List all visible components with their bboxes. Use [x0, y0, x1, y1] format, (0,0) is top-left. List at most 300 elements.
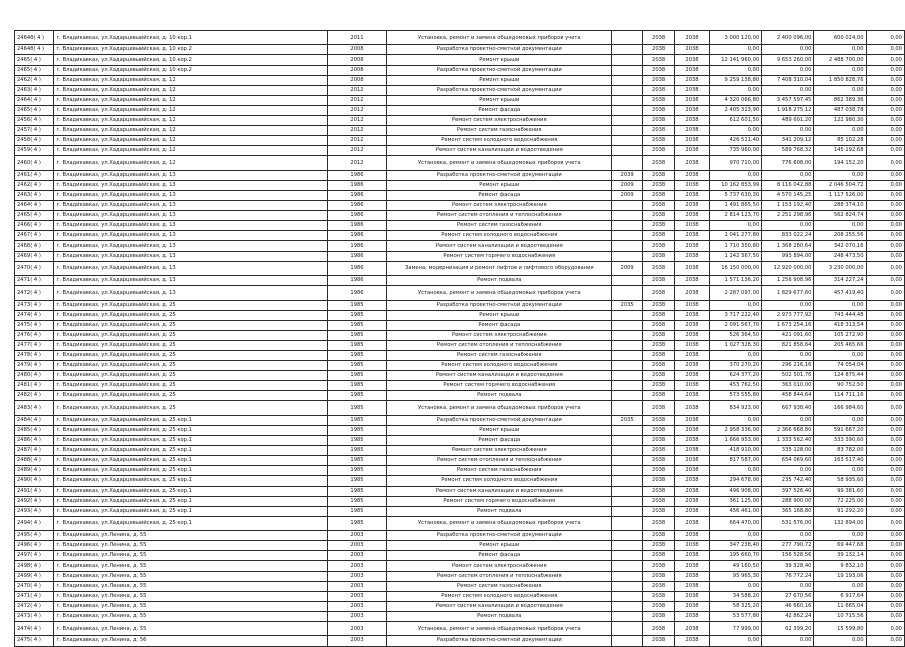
plan-start-cell: 2038 [643, 496, 675, 506]
work-type-cell: Ремонт систем канализации и водоотведения [387, 146, 612, 156]
table-row [15, 300, 905, 310]
work-type-cell: Ремонт систем холодного водоснабжения [387, 476, 612, 486]
plan-start-cell: 2038 [643, 126, 675, 136]
plan-end-cell: 2038 [675, 506, 710, 516]
plan-start-cell: 2038 [643, 611, 675, 621]
row-id-cell: 2474( 4 ) [15, 310, 54, 320]
address-cell: г. Владикавказ, ул.Хадарцевыийская, д. 12 [54, 105, 327, 115]
plan-start-cell: 2038 [643, 31, 675, 45]
build-year-cell: 1986 [327, 231, 387, 241]
work-type-cell: Ремонт систем канализации и водоотведения [387, 241, 612, 251]
build-year-cell: 1985 [327, 310, 387, 320]
plan-start-cell: 2038 [643, 116, 675, 126]
row-id-cell: 2468( 4 ) [15, 241, 54, 251]
build-year-cell: 1986 [327, 276, 387, 286]
table-row [15, 601, 905, 611]
row-id-cell: 2465( 4 ) [15, 65, 54, 75]
fund-cost-cell: 0,00 [762, 351, 814, 361]
table-row [15, 561, 905, 571]
owner-cost-cell: 124 875,44 [814, 371, 866, 381]
last-repair-year-cell [612, 340, 643, 350]
fund-cost-cell: 277 790,72 [762, 541, 814, 551]
plan-start-cell: 2038 [643, 330, 675, 340]
build-year-cell: 2012 [327, 85, 387, 95]
owner-cost-cell: 208 255,56 [814, 231, 866, 241]
last-repair-year-cell [612, 506, 643, 516]
owner-cost-cell: 11 665,04 [814, 601, 866, 611]
other-cost-cell: 0,00 [866, 191, 904, 201]
build-year-cell: 1986 [327, 211, 387, 221]
plan-start-cell: 2038 [643, 320, 675, 330]
last-repair-year-cell [612, 561, 643, 571]
other-cost-cell: 0,00 [866, 622, 904, 636]
table-row [15, 516, 905, 530]
fund-cost-cell: 0,00 [762, 531, 814, 541]
row-id-cell: 2464б( 4 ) [15, 31, 54, 45]
work-type-cell: Ремонт крыши [387, 310, 612, 320]
last-repair-year-cell [612, 622, 643, 636]
address-cell: г. Владикавказ, ул.Хадарцевыийская, д. 25 кор.1 [54, 466, 327, 476]
build-year-cell: 1985 [327, 516, 387, 530]
total-cost-cell: 195 660,70 [709, 551, 761, 561]
plan-end-cell: 2038 [675, 330, 710, 340]
last-repair-year-cell: 2009 [612, 261, 643, 275]
fund-cost-cell: 0,00 [762, 581, 814, 591]
fund-cost-cell: 365 168,80 [762, 506, 814, 516]
row-id-cell: 2467( 4 ) [15, 231, 54, 241]
owner-cost-cell: 2 046 504,72 [814, 180, 866, 190]
fund-cost-cell: 156 528,56 [762, 551, 814, 561]
row-id-cell: 2459( 4 ) [15, 146, 54, 156]
last-repair-year-cell [612, 446, 643, 456]
table-row [15, 425, 905, 435]
plan-start-cell: 2038 [643, 561, 675, 571]
total-cost-cell: 12 141 960,00 [709, 55, 761, 65]
last-repair-year-cell [612, 361, 643, 371]
work-type-cell: Ремонт систем горячего водоснабжения [387, 381, 612, 391]
address-cell: г. Владикавказ, ул.Хадарцевыийская, д. 25 кор.1 [54, 436, 327, 446]
last-repair-year-cell [612, 531, 643, 541]
plan-start-cell: 2038 [643, 105, 675, 115]
address-cell: г. Владикавказ, ул.Хадарцевыийская, д. 25 кор.1 [54, 516, 327, 530]
address-cell: г. Владикавказ, ул.Хадарцевыийская, д. 13 [54, 261, 327, 275]
address-cell: г. Владикавказ, ул.Хадарцевыийская, д. 13 [54, 180, 327, 190]
total-cost-cell: 10 162 853,99 [709, 180, 761, 190]
row-id-cell: 2476( 4 ) [15, 330, 54, 340]
row-id-cell: 2472( 4 ) [15, 286, 54, 300]
build-year-cell: 1985 [327, 351, 387, 361]
work-type-cell: Установка, ремонт и замена общедомовых приборов учета [387, 156, 612, 170]
plan-end-cell: 2038 [675, 75, 710, 85]
address-cell: г. Владикавказ, ул.Хадарцевыийская, д. 12 [54, 116, 327, 126]
work-type-cell: Ремонт фасада [387, 105, 612, 115]
address-cell: г. Владикавказ, ул.Хадарцевыийская, д. 25 [54, 381, 327, 391]
table-row [15, 571, 905, 581]
owner-cost-cell: 0,00 [814, 170, 866, 180]
build-year-cell: 1986 [327, 261, 387, 275]
total-cost-cell: 817 587,00 [709, 456, 761, 466]
table-row [15, 31, 905, 45]
row-id-cell: 2485( 4 ) [15, 425, 54, 435]
table-row [15, 241, 905, 251]
total-cost-cell: 1 027 328,30 [709, 340, 761, 350]
plan-start-cell: 2038 [643, 261, 675, 275]
last-repair-year-cell: 2009 [612, 191, 643, 201]
plan-end-cell: 2038 [675, 55, 710, 65]
build-year-cell: 2003 [327, 601, 387, 611]
table-row [15, 415, 905, 425]
build-year-cell: 1985 [327, 381, 387, 391]
work-type-cell: Ремонт систем канализации и водоотведения [387, 371, 612, 381]
plan-start-cell: 2038 [643, 201, 675, 211]
fund-cost-cell: 8 116 042,88 [762, 180, 814, 190]
fund-cost-cell: 1 333 562,40 [762, 436, 814, 446]
other-cost-cell: 0,00 [866, 506, 904, 516]
last-repair-year-cell [612, 75, 643, 85]
table-row [15, 191, 905, 201]
total-cost-cell: 361 125,00 [709, 496, 761, 506]
build-year-cell: 2003 [327, 581, 387, 591]
last-repair-year-cell [612, 276, 643, 286]
other-cost-cell: 0,00 [866, 425, 904, 435]
other-cost-cell: 0,00 [866, 180, 904, 190]
table-row [15, 211, 905, 221]
plan-end-cell: 2038 [675, 116, 710, 126]
plan-end-cell: 2038 [675, 340, 710, 350]
last-repair-year-cell [612, 116, 643, 126]
work-type-cell: Ремонт систем холодного водоснабжения [387, 231, 612, 241]
fund-cost-cell: 3 457 597,45 [762, 95, 814, 105]
total-cost-cell: 453 762,50 [709, 381, 761, 391]
other-cost-cell: 0,00 [866, 310, 904, 320]
plan-end-cell: 2038 [675, 611, 710, 621]
plan-end-cell: 2038 [675, 541, 710, 551]
other-cost-cell: 0,00 [866, 330, 904, 340]
row-id-cell: 2491( 4 ) [15, 486, 54, 496]
plan-start-cell: 2038 [643, 310, 675, 320]
row-id-cell: 2489( 4 ) [15, 466, 54, 476]
total-cost-cell: 5 737 630,30 [709, 191, 761, 201]
address-cell: г. Владикавказ, ул.Хадарцевыийская, д. 13 [54, 170, 327, 180]
table-row [15, 276, 905, 286]
owner-cost-cell: 83 782,00 [814, 446, 866, 456]
owner-cost-cell: 39 132,14 [814, 551, 866, 561]
plan-start-cell: 2038 [643, 75, 675, 85]
build-year-cell: 2003 [327, 531, 387, 541]
total-cost-cell: 95 965,30 [709, 571, 761, 581]
plan-end-cell: 2038 [675, 170, 710, 180]
fund-cost-cell: 1 153 192,40 [762, 201, 814, 211]
fund-cost-cell: 489 601,20 [762, 116, 814, 126]
total-cost-cell: 9 259 138,80 [709, 75, 761, 85]
row-id-cell: 2471( 4 ) [15, 276, 54, 286]
address-cell: г. Владикавказ, ул.Хадарцевыийская, д. 25 кор.1 [54, 456, 327, 466]
table-row [15, 541, 905, 551]
work-type-cell: Ремонт подвала [387, 391, 612, 401]
last-repair-year-cell: 2039 [612, 170, 643, 180]
owner-cost-cell: 10 715,56 [814, 611, 866, 621]
work-type-cell: Ремонт систем канализации и водоотведения [387, 601, 612, 611]
plan-end-cell: 2038 [675, 136, 710, 146]
build-year-cell: 1985 [327, 391, 387, 401]
total-cost-cell: 2 091 567,70 [709, 320, 761, 330]
owner-cost-cell: 99 381,60 [814, 486, 866, 496]
address-cell: г. Владикавказ, ул.Ленина, д. 55 [54, 561, 327, 571]
total-cost-cell: 1 041 277,80 [709, 231, 761, 241]
work-type-cell: Ремонт систем газоснабжения [387, 466, 612, 476]
plan-start-cell: 2038 [643, 95, 675, 105]
other-cost-cell: 0,00 [866, 126, 904, 136]
work-type-cell: Ремонт подвала [387, 506, 612, 516]
work-type-cell: Установка, ремонт и замена общедомовых приборов учета [387, 516, 612, 530]
fund-cost-cell: 993 894,00 [762, 251, 814, 261]
last-repair-year-cell [612, 466, 643, 476]
table-row [15, 591, 905, 601]
other-cost-cell: 0,00 [866, 241, 904, 251]
fund-cost-cell: 0,00 [762, 636, 814, 646]
row-id-cell: 2484( 4 ) [15, 415, 54, 425]
plan-end-cell: 2038 [675, 415, 710, 425]
plan-end-cell: 2038 [675, 156, 710, 170]
address-cell: г. Владикавказ, ул.Ленина, д. 55 [54, 581, 327, 591]
table-row [15, 506, 905, 516]
work-type-cell: Ремонт систем электроснабжения [387, 116, 612, 126]
owner-cost-cell: 105 272,90 [814, 330, 866, 340]
other-cost-cell: 0,00 [866, 436, 904, 446]
row-id-cell: 2463( 4 ) [15, 191, 54, 201]
plan-start-cell: 2038 [643, 45, 675, 55]
fund-cost-cell: 2 366 668,80 [762, 425, 814, 435]
other-cost-cell: 0,00 [866, 286, 904, 300]
last-repair-year-cell [612, 551, 643, 561]
address-cell: г. Владикавказ, ул.Хадарцевыийская, д. 12 [54, 146, 327, 156]
plan-end-cell: 2038 [675, 221, 710, 231]
plan-end-cell: 2038 [675, 436, 710, 446]
table-row [15, 136, 905, 146]
row-id-cell: 2470( 4 ) [15, 581, 54, 591]
address-cell: г. Владикавказ, ул.Хадарцевыийская, д. 25 [54, 340, 327, 350]
fund-cost-cell: 62 399,20 [762, 622, 814, 636]
row-id-cell: 2475( 4 ) [15, 636, 54, 646]
total-cost-cell: 0,00 [709, 221, 761, 231]
owner-cost-cell: 743 444,48 [814, 310, 866, 320]
plan-end-cell: 2038 [675, 381, 710, 391]
build-year-cell: 2003 [327, 551, 387, 561]
build-year-cell: 1985 [327, 436, 387, 446]
build-year-cell: 1985 [327, 506, 387, 516]
last-repair-year-cell [612, 425, 643, 435]
plan-start-cell: 2038 [643, 541, 675, 551]
fund-cost-cell: 821 858,64 [762, 340, 814, 350]
last-repair-year-cell [612, 146, 643, 156]
build-year-cell: 1986 [327, 221, 387, 231]
owner-cost-cell: 145 192,68 [814, 146, 866, 156]
total-cost-cell: 0,00 [709, 531, 761, 541]
owner-cost-cell: 0,00 [814, 300, 866, 310]
work-type-cell: Установка, ремонт и замена общедомовых приборов учета [387, 31, 612, 45]
plan-start-cell: 2038 [643, 436, 675, 446]
work-type-cell: Ремонт систем электроснабжения [387, 446, 612, 456]
row-id-cell: 2471( 4 ) [15, 591, 54, 601]
fund-cost-cell: 0,00 [762, 126, 814, 136]
plan-start-cell: 2038 [643, 476, 675, 486]
owner-cost-cell: 0,00 [814, 531, 866, 541]
plan-end-cell: 2038 [675, 146, 710, 156]
last-repair-year-cell [612, 516, 643, 530]
other-cost-cell: 0,00 [866, 85, 904, 95]
work-type-cell: Ремонт систем газоснабжения [387, 126, 612, 136]
owner-cost-cell: 0,00 [814, 351, 866, 361]
plan-end-cell: 2038 [675, 401, 710, 415]
plan-end-cell: 2038 [675, 466, 710, 476]
row-id-cell: 2470( 4 ) [15, 261, 54, 275]
address-cell: г. Владикавказ, ул.Хадарцевыийская, д. 25 кор.1 [54, 486, 327, 496]
plan-start-cell: 2038 [643, 300, 675, 310]
owner-cost-cell: 205 465,66 [814, 340, 866, 350]
owner-cost-cell: 457 419,40 [814, 286, 866, 300]
other-cost-cell: 0,00 [866, 581, 904, 591]
build-year-cell: 2003 [327, 611, 387, 621]
table-row [15, 476, 905, 486]
other-cost-cell: 0,00 [866, 531, 904, 541]
row-id-cell: 2462( 4 ) [15, 180, 54, 190]
owner-cost-cell: 0,00 [814, 85, 866, 95]
owner-cost-cell: 90 752,50 [814, 381, 866, 391]
build-year-cell: 1986 [327, 286, 387, 300]
row-id-cell: 2493( 4 ) [15, 506, 54, 516]
address-cell: г. Владикавказ, ул.Хадарцевыийская, д. 10 кор.1 [54, 31, 327, 45]
owner-cost-cell: 58 935,60 [814, 476, 866, 486]
table-row [15, 55, 905, 65]
plan-start-cell: 2038 [643, 221, 675, 231]
last-repair-year-cell [612, 486, 643, 496]
work-type-cell: Установка, ремонт и замена общедомовых приборов учета [387, 622, 612, 636]
build-year-cell: 2008 [327, 55, 387, 65]
total-cost-cell: 294 678,00 [709, 476, 761, 486]
last-repair-year-cell [612, 55, 643, 65]
fund-cost-cell: 363 010,00 [762, 381, 814, 391]
plan-end-cell: 2038 [675, 636, 710, 646]
plan-end-cell: 2038 [675, 361, 710, 371]
plan-end-cell: 2038 [675, 561, 710, 571]
plan-end-cell: 2038 [675, 516, 710, 530]
plan-end-cell: 2038 [675, 241, 710, 251]
total-cost-cell: 735 960,00 [709, 146, 761, 156]
work-type-cell: Ремонт систем отопления и теплоснабжения [387, 456, 612, 466]
plan-end-cell: 2038 [675, 351, 710, 361]
plan-start-cell: 2038 [643, 591, 675, 601]
owner-cost-cell: 487 038,78 [814, 105, 866, 115]
build-year-cell: 2008 [327, 65, 387, 75]
other-cost-cell: 0,00 [866, 591, 904, 601]
last-repair-year-cell [612, 156, 643, 170]
owner-cost-cell: 91 292,20 [814, 506, 866, 516]
total-cost-cell: 612 601,50 [709, 116, 761, 126]
build-year-cell: 1985 [327, 425, 387, 435]
total-cost-cell: 3 000 120,00 [709, 31, 761, 45]
table-row [15, 381, 905, 391]
table-row [15, 551, 905, 561]
other-cost-cell: 0,00 [866, 55, 904, 65]
plan-start-cell: 2038 [643, 371, 675, 381]
build-year-cell: 2003 [327, 571, 387, 581]
address-cell: г. Владикавказ, ул.Хадарцевыийская, д. 10 кор.2 [54, 45, 327, 55]
build-year-cell: 1986 [327, 191, 387, 201]
plan-end-cell: 2038 [675, 65, 710, 75]
total-cost-cell: 2 814 123,70 [709, 211, 761, 221]
plan-end-cell: 2038 [675, 201, 710, 211]
table-row [15, 180, 905, 190]
total-cost-cell: 496 908,00 [709, 486, 761, 496]
total-cost-cell: 573 555,80 [709, 391, 761, 401]
table-row [15, 116, 905, 126]
build-year-cell: 1985 [327, 446, 387, 456]
total-cost-cell: 0,00 [709, 126, 761, 136]
fund-cost-cell: 1 918 275,12 [762, 105, 814, 115]
row-id-cell: 2465( 4 ) [15, 105, 54, 115]
work-type-cell: Ремонт крыши [387, 75, 612, 85]
work-type-cell: Ремонт крыши [387, 55, 612, 65]
work-type-cell: Разработка проектно-сметной документации [387, 170, 612, 180]
table-row [15, 611, 905, 621]
last-repair-year-cell [612, 201, 643, 211]
work-type-cell: Ремонт крыши [387, 541, 612, 551]
plan-start-cell: 2038 [643, 516, 675, 530]
row-id-cell: 2481( 4 ) [15, 381, 54, 391]
plan-start-cell: 2038 [643, 636, 675, 646]
last-repair-year-cell [612, 541, 643, 551]
last-repair-year-cell [612, 85, 643, 95]
table-body [15, 31, 905, 647]
last-repair-year-cell [612, 310, 643, 320]
plan-start-cell: 2038 [643, 401, 675, 415]
work-type-cell: Ремонт подвала [387, 611, 612, 621]
address-cell: г. Владикавказ, ул.Хадарцевыийская, д. 13 [54, 201, 327, 211]
other-cost-cell: 0,00 [866, 541, 904, 551]
other-cost-cell: 0,00 [866, 391, 904, 401]
address-cell: г. Владикавказ, ул.Хадарцевыийская, д. 25 кор.1 [54, 496, 327, 506]
plan-start-cell: 2038 [643, 551, 675, 561]
address-cell: г. Владикавказ, ул.Хадарцевыийская, д. 10 кор.2 [54, 65, 327, 75]
row-id-cell: 2479( 4 ) [15, 361, 54, 371]
build-year-cell: 1985 [327, 371, 387, 381]
address-cell: г. Владикавказ, ул.Хадарцевыийская, д. 13 [54, 251, 327, 261]
fund-cost-cell: 502 501,76 [762, 371, 814, 381]
other-cost-cell: 0,00 [866, 320, 904, 330]
owner-cost-cell: 163 517,40 [814, 456, 866, 466]
row-id-cell: 2465( 4 ) [15, 55, 54, 65]
address-cell: г. Владикавказ, ул.Хадарцевыийская, д. 12 [54, 85, 327, 95]
work-type-cell: Разработка проектно-сметной документации [387, 300, 612, 310]
last-repair-year-cell [612, 571, 643, 581]
work-type-cell: Ремонт крыши [387, 95, 612, 105]
build-year-cell: 1986 [327, 201, 387, 211]
total-cost-cell: 4 320 066,80 [709, 95, 761, 105]
plan-start-cell: 2038 [643, 466, 675, 476]
last-repair-year-cell [612, 401, 643, 415]
owner-cost-cell: 562 824,74 [814, 211, 866, 221]
owner-cost-cell: 3 230 000,00 [814, 261, 866, 275]
total-cost-cell: 53 577,80 [709, 611, 761, 621]
plan-start-cell: 2038 [643, 425, 675, 435]
fund-cost-cell: 0,00 [762, 65, 814, 75]
fund-cost-cell: 833 022,24 [762, 231, 814, 241]
plan-end-cell: 2038 [675, 191, 710, 201]
address-cell: г. Владикавказ, ул.Ленина, д. 55 [54, 591, 327, 601]
plan-start-cell: 2038 [643, 65, 675, 75]
plan-start-cell: 2038 [643, 241, 675, 251]
work-type-cell: Ремонт систем горячего водоснабжения [387, 496, 612, 506]
